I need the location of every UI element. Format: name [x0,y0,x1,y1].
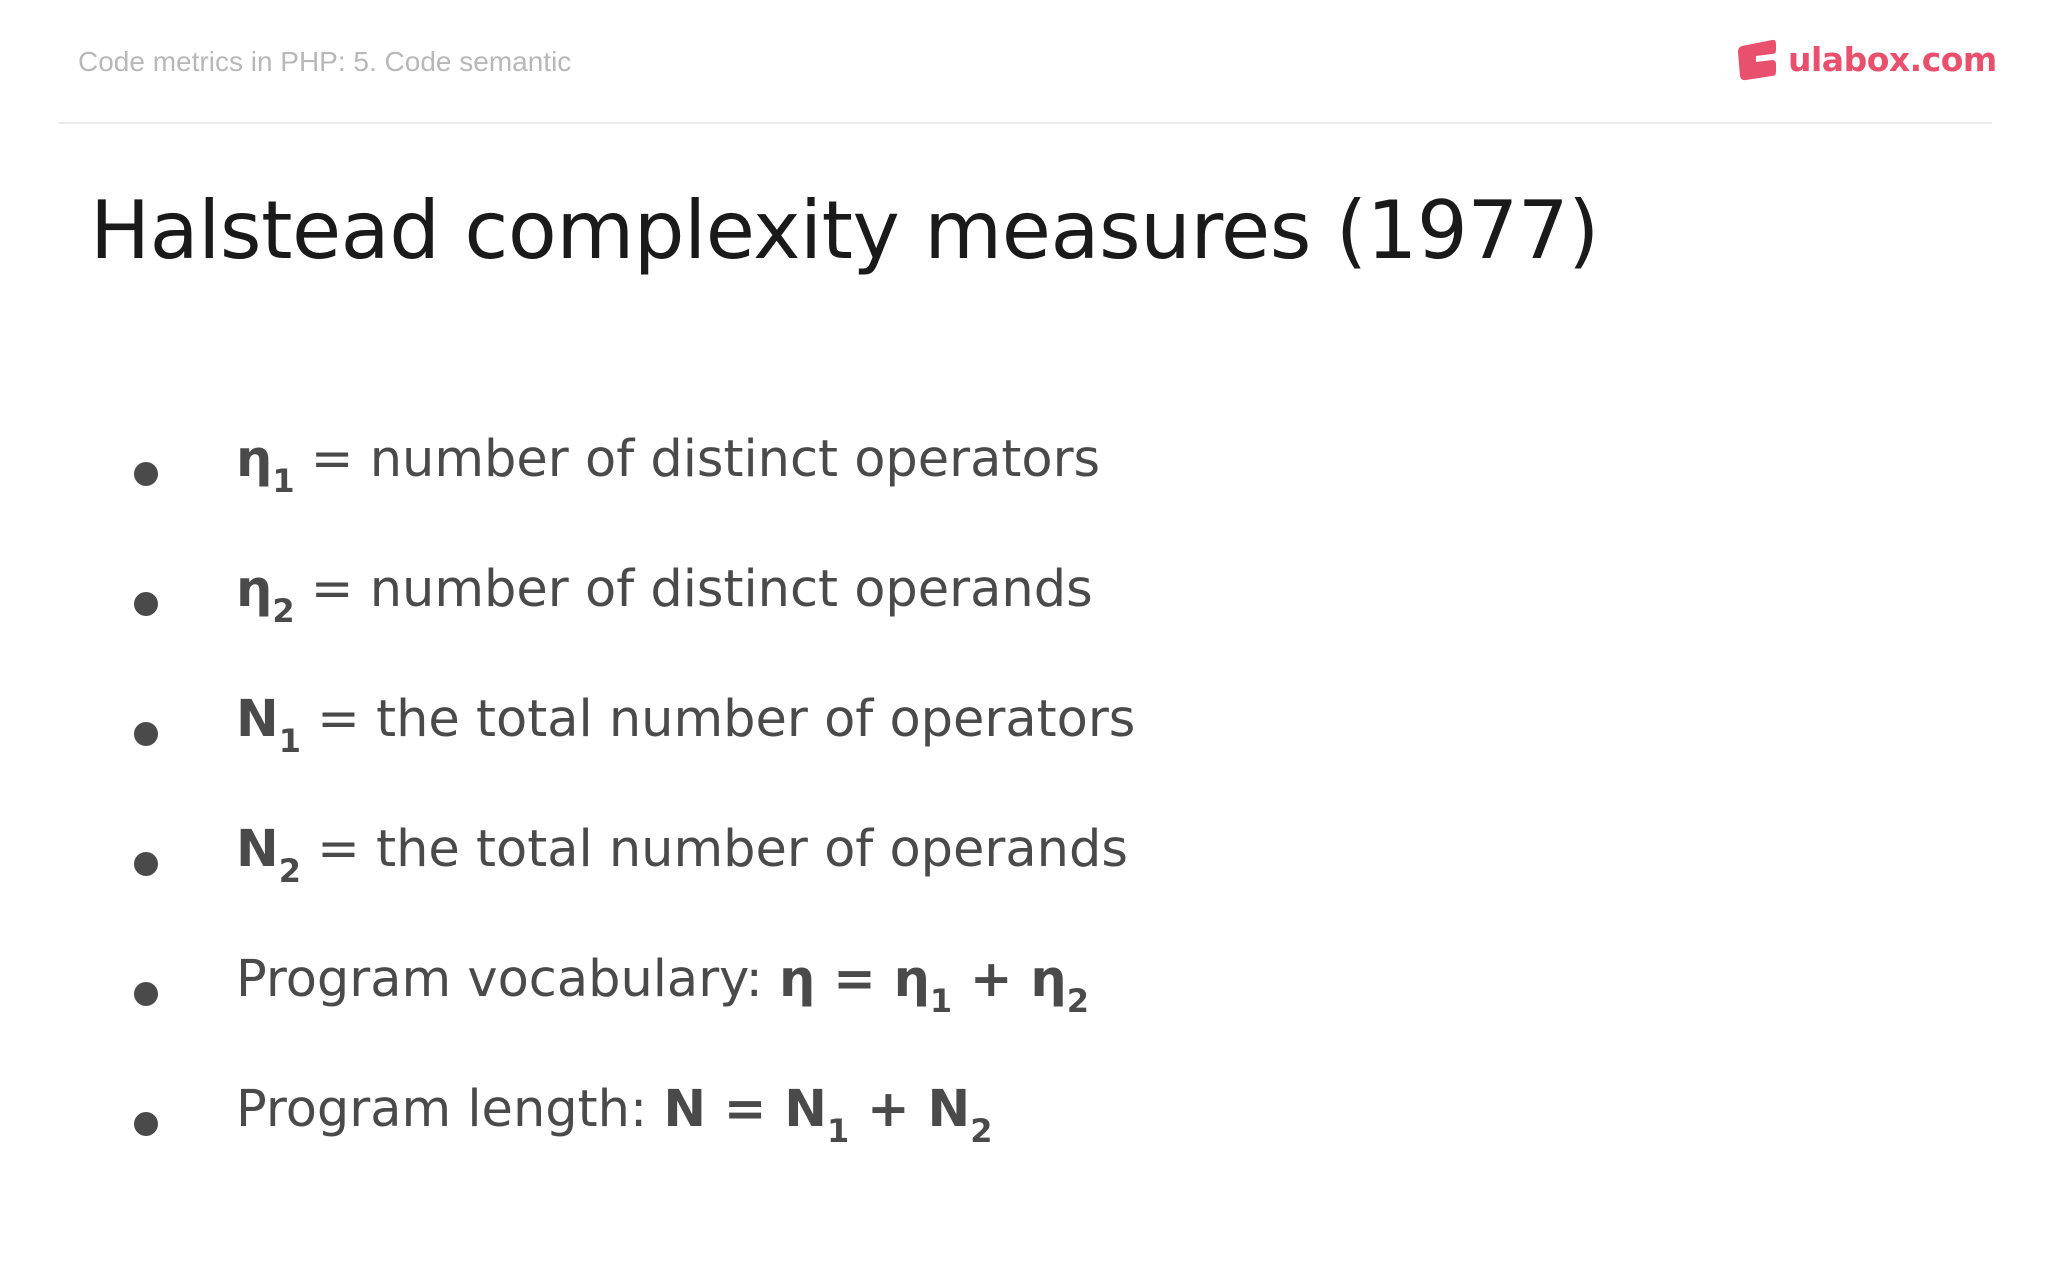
term-symbol: $N_2$ [236,820,301,890]
bullet-dot [134,1112,158,1136]
bullet-dot [134,462,158,486]
formula-subscript: 2 [970,1112,993,1150]
bullet-text: = the total number of operands [300,820,1128,879]
ulabox-logo-icon [1736,36,1780,82]
bullet-prefix: Program vocabulary: [236,950,780,1009]
formula: $\eta = \eta_1 + \eta_2$ [779,950,1089,1020]
term-subscript: 1 [272,462,295,500]
bullet-item [134,950,1135,1080]
term-subscript: 2 [278,852,301,890]
bullet-dot [134,852,158,876]
bullet-item [134,690,1135,820]
ulabox-logo [1736,36,1997,82]
logo-wordmark: ulabox.com [1788,39,1997,79]
deck-title: Code metrics in PHP: 5. Code semantic [78,46,572,77]
header-divider [58,122,1992,124]
term-subscript: 1 [278,722,301,760]
term-subscript: 2 [272,592,295,630]
bullet-item [134,560,1135,690]
bullet-item [134,820,1135,950]
bullet-item [134,1080,1135,1210]
formula-subscript: 2 [1066,982,1089,1020]
bullet-dot [134,592,158,616]
bullet-text: = number of distinct operands [294,560,1093,619]
slide-title: Halstead complexity measures (1977) [90,184,1599,277]
bullet-item [134,430,1135,560]
formula-subscript: 1 [826,1112,850,1150]
bullet-text: = number of distinct operators [294,430,1101,489]
formula: $N = N_1 + N_2$ [663,1080,993,1150]
bullet-prefix: Program length: [236,1080,664,1139]
bullet-text: = the total number of operators [300,690,1136,749]
term-symbol: $N_1$ [236,690,301,760]
term-symbol: $\eta_2$ [236,560,295,630]
bullet-list [134,430,1135,1210]
formula-subscript: 1 [929,982,953,1020]
bullet-dot [134,722,158,746]
term-symbol: $\eta_1$ [236,430,295,500]
bullet-dot [134,982,158,1006]
